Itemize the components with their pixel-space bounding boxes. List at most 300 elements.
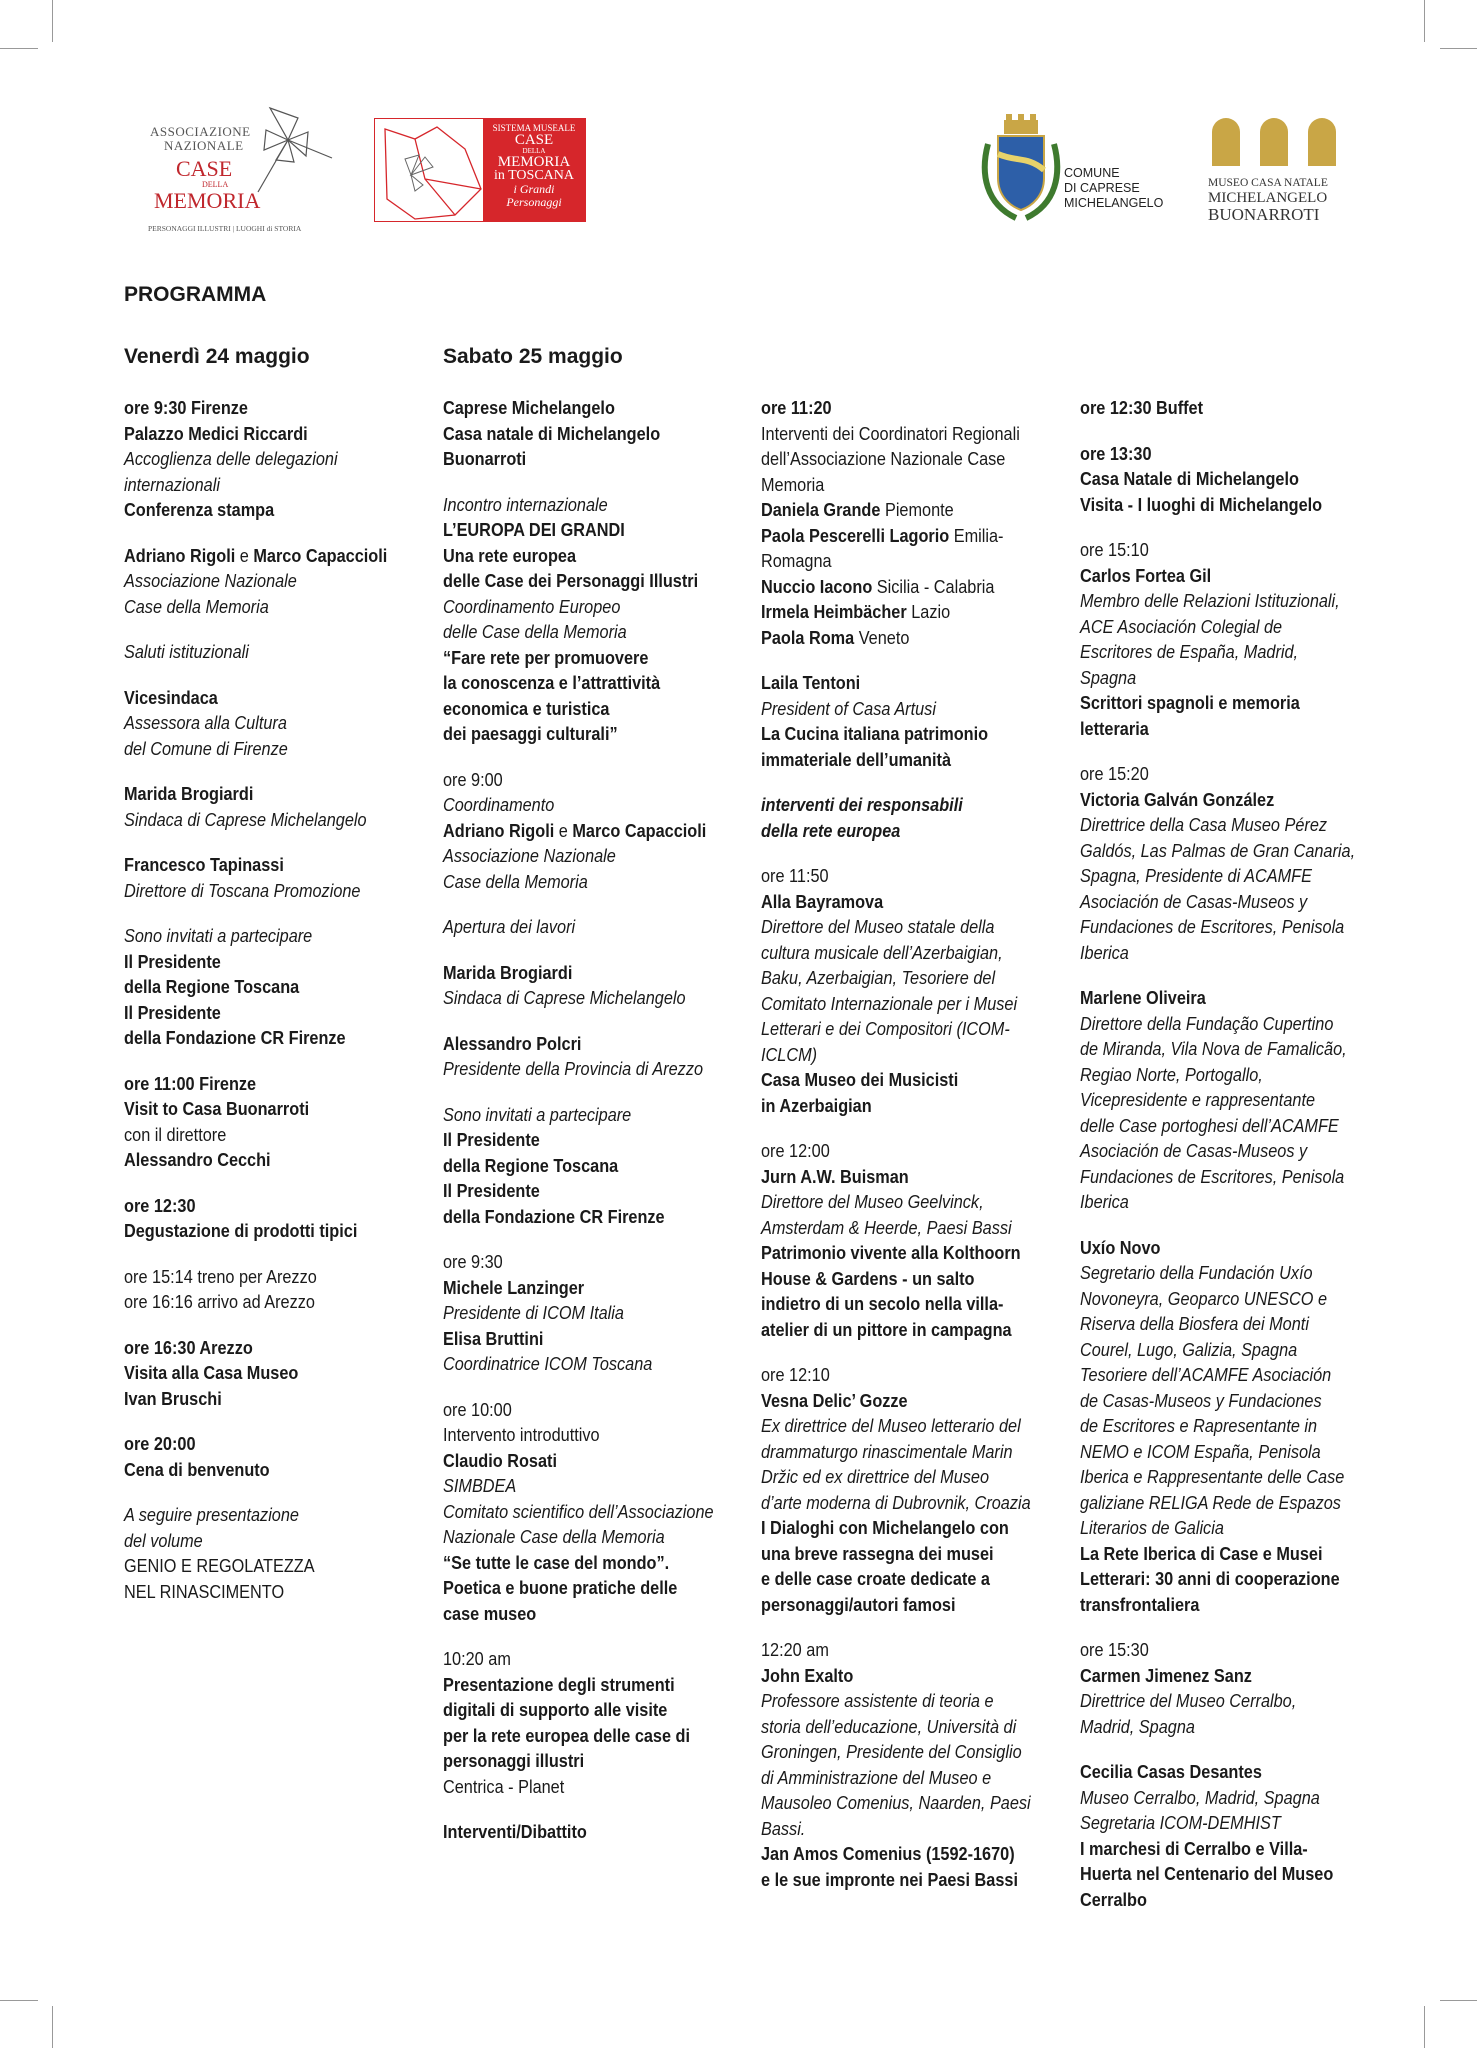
program-line (124, 1335, 414, 1361)
program-text: La Rete Iberica di Case e Musei (1080, 1542, 1323, 1564)
program-text: transfrontaliera (1080, 1593, 1200, 1615)
program-column-4 (1080, 395, 1370, 1932)
program-line (1080, 1566, 1370, 1592)
program-line (761, 1439, 1051, 1465)
program-text: de Escritores e Rapresentante in (1080, 1415, 1318, 1436)
program-text: Coordinamento Europeo (443, 595, 621, 617)
program-text: Courel, Lugo, Galizia, Spagna (1080, 1338, 1298, 1360)
program-text: Adriano Rigoli (124, 544, 236, 566)
sistema-line4: MEMORIA (497, 154, 571, 170)
program-line (443, 1326, 733, 1352)
program-text: la conoscenza e l’attrattività (443, 672, 661, 693)
program-line (1080, 812, 1370, 838)
program-text: Direttrice del Museo Cerralbo, (1080, 1690, 1297, 1711)
program-line (124, 923, 414, 949)
program-line (761, 1541, 1051, 1567)
program-block (124, 852, 414, 903)
program-text: e (235, 544, 254, 566)
program-text: L’EUROPA DEI GRANDI (443, 519, 625, 540)
program-text: ACE Asociación Colegial de (1080, 615, 1283, 637)
program-text: immateriale dell’umanità (761, 748, 952, 770)
program-line (1080, 1887, 1370, 1913)
program-line (761, 574, 1051, 600)
program-line (443, 1056, 733, 1082)
program-text: Associazione Nazionale (443, 845, 616, 866)
program-line (443, 1601, 733, 1627)
program-text: di Amministrazione del Museo e (761, 1766, 992, 1788)
program-text: ore 10:00 (443, 1398, 512, 1420)
program-block (761, 1362, 1051, 1617)
program-text: Groningen, Presidente del Consiglio (761, 1741, 1022, 1762)
program-line (1080, 1810, 1370, 1836)
coat-of-arms-icon (976, 114, 1066, 224)
program-text: Bassi. (761, 1817, 806, 1839)
program-text: Professore assistente di teoria e (761, 1690, 994, 1711)
program-line (761, 1816, 1051, 1842)
program-line (761, 1240, 1051, 1266)
program-line (1080, 1541, 1370, 1567)
program-text: Il Presidente (443, 1180, 540, 1201)
programma-title: PROGRAMMA (124, 283, 267, 306)
program-line (1080, 1011, 1370, 1037)
program-text: Tesoriere dell’ACAMFE Asociación (1080, 1364, 1332, 1385)
program-text: per la rete europea delle case di (443, 1724, 691, 1746)
program-line (124, 568, 414, 594)
program-block (124, 639, 414, 665)
program-text: Caprese Michelangelo (443, 397, 615, 418)
program-text: Nazionale Case della Memoria (443, 1526, 665, 1547)
program-line (124, 1122, 414, 1148)
program-text: Iberica (1080, 1191, 1129, 1212)
program-line (761, 863, 1051, 889)
program-line (443, 446, 733, 472)
program-block (443, 492, 733, 747)
program-line (443, 1473, 733, 1499)
program-text: Associazione Nazionale (124, 570, 297, 591)
program-line (443, 1397, 733, 1423)
tuscany-map-icon (375, 119, 485, 221)
program-line (1080, 1337, 1370, 1363)
program-line (761, 1093, 1051, 1119)
program-text: indietro di un secolo nella villa- (761, 1293, 1004, 1314)
program-line (1080, 1388, 1370, 1414)
program-text: e (554, 819, 573, 841)
program-line (124, 685, 414, 711)
program-text: Comitato Internazionale per i Musei (761, 992, 1018, 1014)
program-text: Comitato scientifico dell’Associazione (443, 1500, 714, 1522)
program-text: Francesco Tapinassi (124, 854, 284, 875)
program-line (761, 1790, 1051, 1816)
program-line (443, 1550, 733, 1576)
program-text: Carlos Fortea Gil (1080, 564, 1212, 586)
program-line (124, 1000, 414, 1026)
program-line (1080, 1861, 1370, 1887)
program-block (443, 1646, 733, 1799)
program-text: Direttore della Fundação Cupertino (1080, 1012, 1334, 1034)
program-line (124, 852, 414, 878)
program-line (761, 1739, 1051, 1765)
program-text: Casa natale di Michelangelo (443, 422, 661, 444)
program-line (1080, 588, 1370, 614)
sistema-line1: SISTEMA MUSEALE (492, 123, 576, 133)
program-line (443, 492, 733, 518)
program-line (761, 1215, 1051, 1241)
program-text: Galdós, Las Palmas de Gran Canaria, (1080, 839, 1356, 861)
program-line (124, 497, 414, 523)
sistema-line7: Personaggi (506, 195, 562, 209)
program-line (1080, 1138, 1370, 1164)
program-line (124, 878, 414, 904)
program-text: Una rete europea (443, 544, 577, 566)
program-line (124, 1553, 414, 1579)
program-text: Visit to Casa Buonarroti (124, 1098, 310, 1119)
program-text: Piemonte (880, 499, 954, 520)
program-block (124, 1335, 414, 1412)
program-line (124, 736, 414, 762)
program-line (443, 1102, 733, 1128)
program-line (443, 1774, 733, 1800)
program-block (1080, 1759, 1370, 1912)
program-text: Amsterdam & Heerde, Paesi Bassi (761, 1216, 1012, 1238)
program-text: ore 20:00 (124, 1433, 196, 1454)
program-text: Literarios de Galicia (1080, 1517, 1224, 1538)
program-block (443, 1397, 733, 1627)
program-text: Casa Natale di Michelangelo (1080, 468, 1299, 489)
program-line (443, 1819, 733, 1845)
program-text: House & Gardens - un salto (761, 1267, 975, 1289)
program-line (1080, 492, 1370, 518)
program-line (124, 1360, 414, 1386)
program-block (124, 1193, 414, 1244)
program-text: Segretaria ICOM-DEMHIST (1080, 1812, 1281, 1833)
program-text: Carmen Jimenez Sanz (1080, 1664, 1252, 1686)
program-line (1080, 690, 1370, 716)
program-text: con il direttore (124, 1123, 227, 1145)
program-text: case museo (443, 1602, 537, 1624)
program-text: storia dell’educazione, Università di (761, 1715, 1017, 1737)
program-text: Alessandro Polcri (443, 1032, 582, 1054)
program-text: ore 15:20 (1080, 763, 1149, 784)
sistema-line3: DELLA (522, 147, 546, 155)
program-line (443, 696, 733, 722)
program-line (124, 1579, 414, 1605)
program-text: Marco Capaccioli (572, 819, 707, 841)
program-line (761, 1164, 1051, 1190)
program-line (443, 1723, 733, 1749)
comune-caprese-logo (976, 114, 1176, 224)
program-line (1080, 665, 1370, 691)
program-line (443, 1204, 733, 1230)
comune-line3: MICHELANGELO (1064, 196, 1164, 210)
program-line (124, 1096, 414, 1122)
program-text: Cecilia Casas Desantes (1080, 1761, 1262, 1782)
program-line (1080, 1062, 1370, 1088)
program-text: Veneto (854, 626, 910, 648)
program-text: Scrittori spagnoli e memoria (1080, 692, 1300, 713)
program-block (124, 923, 414, 1051)
program-text: ore 16:30 Arezzo (124, 1336, 253, 1358)
program-text: Nuccio Iacono (761, 575, 873, 597)
program-line (1080, 1087, 1370, 1113)
program-text: Degustazione di prodotti tipici (124, 1220, 358, 1241)
program-line (124, 1528, 414, 1554)
program-text: Buonarroti (443, 448, 527, 469)
program-text: Centrica - Planet (443, 1775, 565, 1797)
sistema-line5: in TOSCANA (493, 168, 574, 183)
program-text: dei paesaggi culturali” (443, 723, 618, 744)
program-line (1080, 1311, 1370, 1337)
program-line (443, 1031, 733, 1057)
program-text: Jurn A.W. Buisman (761, 1165, 909, 1187)
program-text: Držic ed ex direttrice del Museo (761, 1466, 990, 1487)
program-line (1080, 614, 1370, 640)
program-line (124, 1457, 414, 1483)
program-text: Alla Bayramova (761, 890, 884, 912)
program-text: “Se tutte le case del mondo”. (443, 1551, 670, 1573)
crop-mark (1440, 2000, 1477, 2001)
program-line (443, 1300, 733, 1326)
program-text: Irmela Heimbächer (761, 601, 907, 622)
program-text: de Miranda, Vila Nova de Famalicão, (1080, 1038, 1347, 1059)
program-text: Museo Cerralbo, Madrid, Spagna (1080, 1786, 1320, 1808)
program-line (443, 985, 733, 1011)
program-block (761, 395, 1051, 650)
program-line (761, 548, 1051, 574)
program-block (1080, 537, 1370, 741)
program-line (761, 1042, 1051, 1068)
program-text: 10:20 am (443, 1648, 511, 1669)
program-line (761, 889, 1051, 915)
program-text: Letterari: 30 anni di cooperazione (1080, 1568, 1340, 1589)
program-line (1080, 1260, 1370, 1286)
program-line (761, 1841, 1051, 1867)
program-text: una breve rassegna dei musei (761, 1542, 994, 1564)
program-block (443, 395, 733, 472)
program-text: ore 11:20 (761, 397, 832, 418)
program-text: del volume (124, 1529, 203, 1551)
program-block (124, 685, 414, 762)
program-text: Letterari e dei Compositori (ICOM- (761, 1018, 1010, 1039)
program-line (761, 599, 1051, 625)
program-block (761, 1138, 1051, 1342)
program-line (443, 869, 733, 895)
program-block (761, 1637, 1051, 1892)
program-line (443, 670, 733, 696)
program-line (1080, 441, 1370, 467)
program-line (443, 1127, 733, 1153)
program-text: ore 12:30 (124, 1194, 196, 1216)
program-block (1080, 395, 1370, 421)
program-line (1080, 1714, 1370, 1740)
program-text: Sono invitati a partecipare (124, 925, 313, 946)
program-line (1080, 1464, 1370, 1490)
program-line (1080, 1688, 1370, 1714)
assoc-line2: NAZIONALE (164, 138, 244, 153)
program-line (124, 639, 414, 665)
program-line (761, 1138, 1051, 1164)
program-line (761, 472, 1051, 498)
program-line (1080, 563, 1370, 589)
program-block (443, 1249, 733, 1377)
program-text: Membro delle Relazioni Istituzionali, (1080, 590, 1340, 611)
program-line (1080, 1515, 1370, 1541)
program-block (124, 395, 414, 523)
program-text: atelier di un pittore in campagna (761, 1318, 1012, 1340)
program-line (761, 818, 1051, 844)
program-line (1080, 761, 1370, 787)
program-line (761, 1362, 1051, 1388)
program-text: Il Presidente (124, 950, 221, 972)
program-line (124, 1147, 414, 1173)
program-line (761, 625, 1051, 651)
program-line (124, 1289, 414, 1315)
program-text: delle Case portoghesi dell’ACAMFE (1080, 1114, 1339, 1136)
program-text: Vicepresidente e rappresentante (1080, 1089, 1316, 1110)
program-text: della Fondazione CR Firenze (124, 1027, 346, 1048)
program-text: Coordinamento (443, 794, 555, 815)
program-line (761, 1688, 1051, 1714)
program-text: Case della Memoria (443, 870, 588, 892)
program-text: Michele Lanzinger (443, 1276, 585, 1298)
program-text: Spagna (1080, 666, 1137, 688)
program-text: Direttore del Museo Geelvinck, (761, 1191, 984, 1212)
program-text: dell’Associazione Nazionale Case (761, 448, 1006, 469)
program-text: Visita - I luoghi di Michelangelo (1080, 493, 1323, 515)
program-text: Novoneyra, Geoparco UNESCO e (1080, 1287, 1328, 1309)
program-line (1080, 716, 1370, 742)
program-line (1080, 1785, 1370, 1811)
program-text: Interventi/Dibattito (443, 1821, 587, 1842)
museo-line1: MUSEO CASA NATALE (1208, 177, 1328, 189)
program-text: in Azerbaigian (761, 1094, 872, 1116)
program-text: ore 12:00 (761, 1140, 830, 1161)
program-line (443, 818, 733, 844)
program-text: Interventi dei Coordinatori Regionali (761, 422, 1020, 444)
program-line (761, 1490, 1051, 1516)
assoc-line1: ASSOCIAZIONE (150, 124, 251, 139)
program-text: galiziane RELIGA Rede de Espazos (1080, 1491, 1341, 1513)
arches-icon (1208, 116, 1348, 166)
program-line (1080, 1637, 1370, 1663)
program-text: Presidente della Provincia di Arezzo (443, 1058, 704, 1079)
program-line (443, 619, 733, 645)
program-text: e delle case croate dedicate a (761, 1568, 990, 1589)
program-text: del Comune di Firenze (124, 737, 288, 759)
program-line (1080, 1663, 1370, 1689)
program-text: Segretario della Fundación Uxío (1080, 1262, 1313, 1283)
crop-mark (52, 2006, 53, 2048)
program-text: della Regione Toscana (443, 1154, 619, 1176)
program-line (1080, 1036, 1370, 1062)
program-line (124, 1386, 414, 1412)
program-text: ore 12:10 (761, 1364, 830, 1385)
program-block (443, 960, 733, 1011)
program-text: Coordinatrice ICOM Toscana (443, 1353, 653, 1374)
program-line (124, 594, 414, 620)
program-text: ore 13:30 (1080, 442, 1152, 464)
program-text: Mausoleo Comenius, Naarden, Paesi (761, 1792, 1031, 1813)
program-line (761, 1266, 1051, 1292)
program-text: Lazio (906, 601, 951, 622)
program-block (1080, 985, 1370, 1215)
program-line (124, 472, 414, 498)
case-della-memoria-logo (148, 100, 348, 240)
program-text: NEL RINASCIMENTO (124, 1580, 285, 1602)
program-text: Laila Tentoni (761, 672, 861, 693)
program-text: Accoglienza delle delegazioni (124, 448, 338, 469)
program-line (443, 1448, 733, 1474)
program-column-1 (124, 395, 414, 1624)
program-line (761, 1317, 1051, 1343)
crop-mark (1424, 0, 1425, 42)
program-line (761, 914, 1051, 940)
program-text: ore 16:16 arrivo ad Arezzo (124, 1291, 315, 1312)
program-text: Marco Capaccioli (253, 544, 388, 566)
program-line (1080, 639, 1370, 665)
program-line (124, 710, 414, 736)
program-text: Sono invitati a partecipare (443, 1103, 632, 1125)
program-line (443, 767, 733, 793)
program-line (761, 991, 1051, 1017)
crop-mark (1424, 2006, 1425, 2048)
program-text: Jan Amos Comenius (1592-1670) (761, 1843, 1015, 1864)
program-text: Vicesindaca (124, 686, 218, 708)
program-text: Casa Museo dei Musicisti (761, 1069, 959, 1090)
program-block (443, 914, 733, 940)
program-line (124, 949, 414, 975)
program-text: personaggi illustri (443, 1750, 585, 1771)
program-text: Victoria Galván González (1080, 788, 1275, 810)
program-text: Spagna, Presidente di ACAMFE (1080, 865, 1312, 886)
program-line (761, 497, 1051, 523)
program-text: NEMO e ICOM España, Penisola (1080, 1440, 1321, 1462)
program-text: Presidente di ICOM Italia (443, 1302, 624, 1323)
program-text: de Casas-Museos y Fundaciones (1080, 1389, 1322, 1411)
comune-line2: DI CAPRESE (1064, 181, 1140, 195)
program-text: Paola Pescerelli Lagorio (761, 524, 950, 546)
program-text: Direttrice della Casa Museo Pérez (1080, 814, 1328, 835)
program-line (761, 965, 1051, 991)
program-text: A seguire presentazione (124, 1504, 299, 1525)
program-line (761, 792, 1051, 818)
program-text: SIMBDEA (443, 1475, 517, 1496)
program-line (443, 1351, 733, 1377)
program-text: La Cucina italiana patrimonio (761, 723, 989, 744)
program-line (1080, 914, 1370, 940)
museo-casa-natale-logo (1208, 116, 1348, 226)
program-text: Huerta nel Centenario del Museo (1080, 1863, 1334, 1884)
comune-line1: COMUNE (1064, 166, 1120, 180)
program-text: della Fondazione CR Firenze (443, 1205, 665, 1227)
program-block (1080, 761, 1370, 965)
program-line (761, 1291, 1051, 1317)
program-line (761, 395, 1051, 421)
program-line (443, 1249, 733, 1275)
program-text: Alessandro Cecchi (124, 1149, 271, 1170)
program-text: John Exalto (761, 1664, 854, 1686)
program-text: ore 9:30 (443, 1251, 503, 1272)
program-line (443, 1748, 733, 1774)
program-text: Case della Memoria (124, 595, 269, 617)
program-line (1080, 1164, 1370, 1190)
program-text: Baku, Azerbaigian, Tesoriere del (761, 967, 996, 988)
program-line (443, 792, 733, 818)
program-line (761, 523, 1051, 549)
program-line (761, 1867, 1051, 1893)
program-line (1080, 985, 1370, 1011)
assoc-tagline: PERSONAGGI ILLUSTRI | LUOGHI di STORIA (148, 224, 302, 233)
program-line (1080, 1286, 1370, 1312)
